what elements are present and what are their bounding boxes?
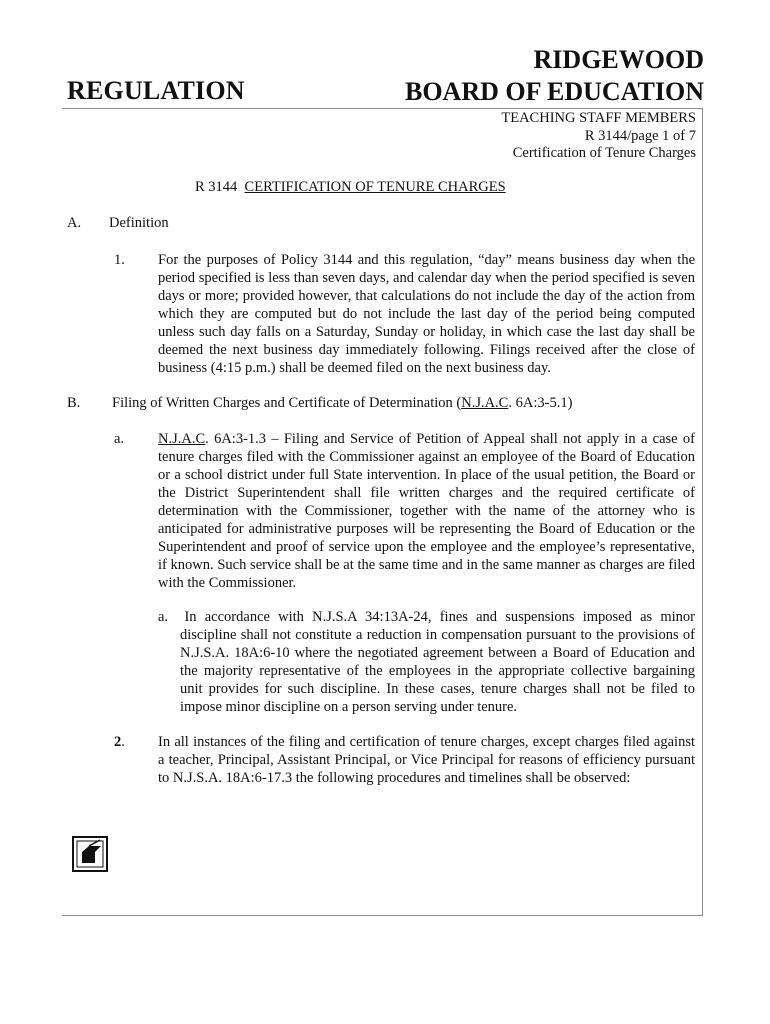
meta-subject: Certification of Tenure Charges: [512, 145, 696, 161]
section-b-item2-number: 2.: [114, 734, 125, 750]
section-b-subA-text: In accordance with N.J.S.A 34:13A-24, fines and suspensions imposed as minor discipline shall not constitute a reduction in compensation pursuant to the provisions of N.J.S.A. 18A:6-10 where the negotiated agreement between a Board of Education and the majority representative of the employees in the appropriate collective bargaining unit provides for such discipline. In these cases, tenure charges shall not be filed to impose minor discipline on a person serving under tenure.: [180, 609, 695, 715]
document-title: [195, 179, 506, 196]
document-logo-icon: [72, 836, 108, 872]
section-b-heading-pre: Filing of Written Charges and Certificate of Determination (: [112, 395, 462, 411]
section-b-item2-text: In all instances of the filing and certification of tenure charges, except charges filed against a teacher, Principal, Assistant Principal, or Vice Principal for reasons of efficiency pursuant to N.J.S.A. 18A:6-17.3 the following procedures and timelines shall be observed:: [158, 734, 695, 786]
board-heading-line1: RIDGEWOOD: [533, 45, 704, 74]
document-title-number: R 3144: [195, 179, 238, 195]
regulation-heading: REGULATION: [67, 76, 245, 105]
section-b-itemA-number: a.: [114, 431, 125, 447]
section-b-itemA-body: . 6A:3-1.3 – Filing and Service of Petition of Appeal shall not apply in a case of tenure charges filed with the Commissioner against an employee of the Board of Education or a school district under full State intervention. In place of the usual petition, the Board or the District Superintendent shall file written charges and the required certificate of determination with the Commissioner, together with the name of the attorney who is anticipated for administrative purposes will be representing the Board of Education or the Superintendent and proof of service upon the employee and the employee’s representative, if known. Such service shall be at the same time and in the same manner as charges are filed with the Commissioner.: [158, 431, 695, 591]
section-b-letter: B.: [67, 395, 81, 411]
section-b-heading: [112, 394, 572, 412]
section-a-item1-text: For the purposes of Policy 3144 and this regulation, “day” means business day when the period specified is less than seven days, and calendar day when the period specified is seven days or more; provided however, that calculations do not include the day of the action from which they are computed but do not include the last day of the period being computed unless such day falls on a Saturday, Sunday or holiday, in which case the last day shall be deemed the next business day immediately following. Filings received after the close of business (4:15 p.m.) shall be deemed filed on the next business day.: [158, 252, 695, 376]
section-b-itemA-ref: N.J.A.C: [158, 431, 206, 447]
section-b-subA-label: a.: [158, 609, 169, 625]
section-b-heading-ref: N.J.A.C: [461, 395, 509, 411]
section-a-letter: A.: [67, 215, 82, 231]
board-heading-line2: BOARD OF EDUCATION: [404, 77, 704, 106]
document-title-text: CERTIFICATION OF TENURE CHARGES: [244, 179, 506, 195]
document-meta: [501, 110, 696, 163]
section-b-heading-post: . 6A:3-5.1): [508, 395, 573, 411]
meta-category: TEACHING STAFF MEMBERS: [501, 110, 696, 126]
meta-page: R 3144/page 1 of 7: [584, 127, 696, 144]
section-b-itemA-text: [158, 430, 695, 592]
section-b-subA: [158, 608, 695, 716]
section-a-heading: Definition: [109, 215, 169, 231]
section-b-item2-number-value: 2: [114, 734, 122, 750]
section-a-item1-number: 1.: [114, 252, 125, 268]
board-heading: [405, 44, 704, 108]
